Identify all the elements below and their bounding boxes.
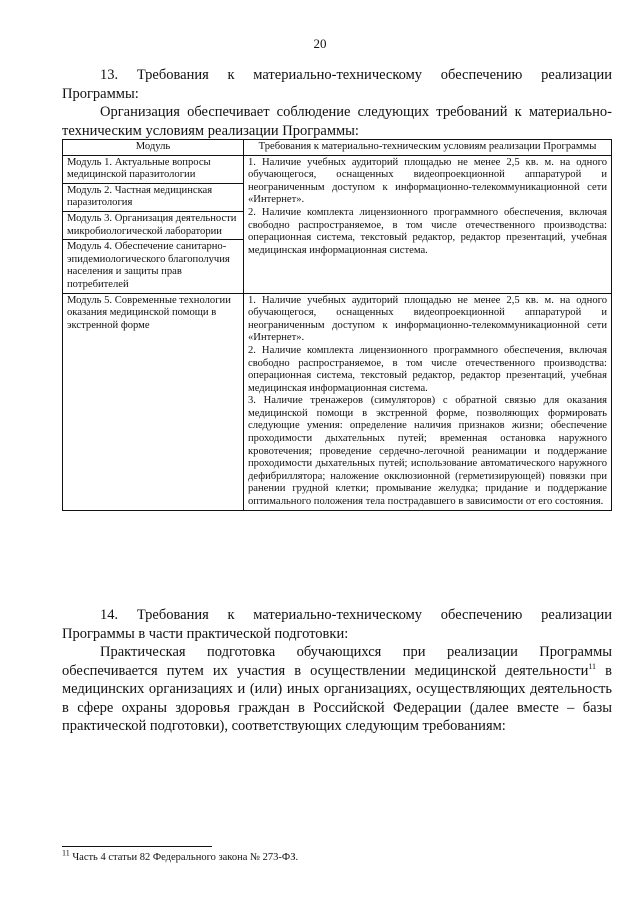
requirements-cell <box>244 293 612 510</box>
footnote-marker: 11 <box>62 848 70 858</box>
column-header-requirements: Требования к материально-техническим условиям реализации Программы <box>244 140 612 156</box>
section-13-intro: Организация обеспечивает соблюдение следующих требований к материально-техническим условиям реализации Программы: <box>62 104 612 139</box>
module-cell: Модуль 4. Обеспечение санитарно-эпидемиологического благополучия населения и защиты прав потребителей <box>63 240 244 293</box>
footnote <box>62 848 299 863</box>
footnote-separator <box>62 846 212 847</box>
section-14-title: 14. Требования к материально-техническому обеспечению реализации Программы в части практической подготовки: <box>62 607 612 642</box>
section-14-text-part1: Практическая подготовка обучающихся при реализации Программы обеспечивается путем их участия в осуществлении медицинской деятельности <box>62 644 612 679</box>
module-cell: Модуль 5. Современные технологии оказания медицинской помощи в экстренной форме <box>63 293 244 510</box>
page-number: 20 <box>313 36 327 51</box>
requirement-item: 1. Наличие учебных аудиторий площадью не менее 2,5 кв. м. на одного обучающегося, оснащенных видеопроекционной аппаратурой и неограниченным доступом к информационно-телекоммуникационной сети «Интернет». <box>248 156 607 206</box>
table-row <box>63 293 612 510</box>
footnote-text: Часть 4 статьи 82 Федерального закона № 273-ФЗ. <box>69 852 299 863</box>
requirement-item: 3. Наличие тренажеров (симуляторов) с обратной связью для оказания медицинской помощи в экстренной форме, позволяющих формировать следующие умения: определение наличия признаков жизни; обеспечение проходимости дыхательных путей; временная остановка наружного кровотечения; проведение сердечно-легочной реанимации и поддержание проходимости дыхательных путей; использование автоматического наружного дефибриллятора; наложение окклюзионной (герметизирующей) повязки при ранении грудной клетки; промывание желудка; придание и поддержание оптимального положения тела пострадавшего в зависимости от его состояния. <box>248 395 607 508</box>
section-13-title: 13. Требования к материально-техническому обеспечению реализации Программы: <box>62 67 612 102</box>
requirement-item: 2. Наличие комплекта лицензионного программного обеспечения, включая свободно распространяемое, в том числе отечественного производства: операционная система, текстовый редактор, редактор презентаций, учебная медицинская информационная система. <box>248 206 607 256</box>
footnote-reference: 11 <box>588 661 597 671</box>
module-cell: Модуль 2. Частная медицинская паразитология <box>63 183 244 211</box>
requirement-item: 2. Наличие комплекта лицензионного программного обеспечения, включая свободно распространяемое, в том числе отечественного производства: операционная система, текстовый редактор, редактор презентаций, учебная медицинская информационная система. <box>248 344 607 394</box>
column-header-module: Модуль <box>63 140 244 156</box>
requirements-table <box>62 139 612 511</box>
requirements-cell <box>244 155 612 293</box>
section-14-body <box>62 643 612 736</box>
section-14-text-part2: в медицинских организациях и (или) иных организациях, осуществляющих деятельность в сфере охраны здоровья граждан в Российской Федерации (далее вместе – базы практической подготовки), соответствующих следующим требованиям: <box>62 662 612 734</box>
table-row <box>63 155 612 183</box>
table-header-row <box>63 140 612 156</box>
module-cell: Модуль 1. Актуальные вопросы медицинской паразитологии <box>63 155 244 183</box>
requirement-item: 1. Наличие учебных аудиторий площадью не менее 2,5 кв. м. на одного обучающегося, оснащенных видеопроекционной аппаратурой и неограниченным доступом к информационно-телекоммуникационной сети «Интернет». <box>248 294 607 344</box>
module-cell: Модуль 3. Организация деятельности микробиологической лаборатории <box>63 211 244 239</box>
